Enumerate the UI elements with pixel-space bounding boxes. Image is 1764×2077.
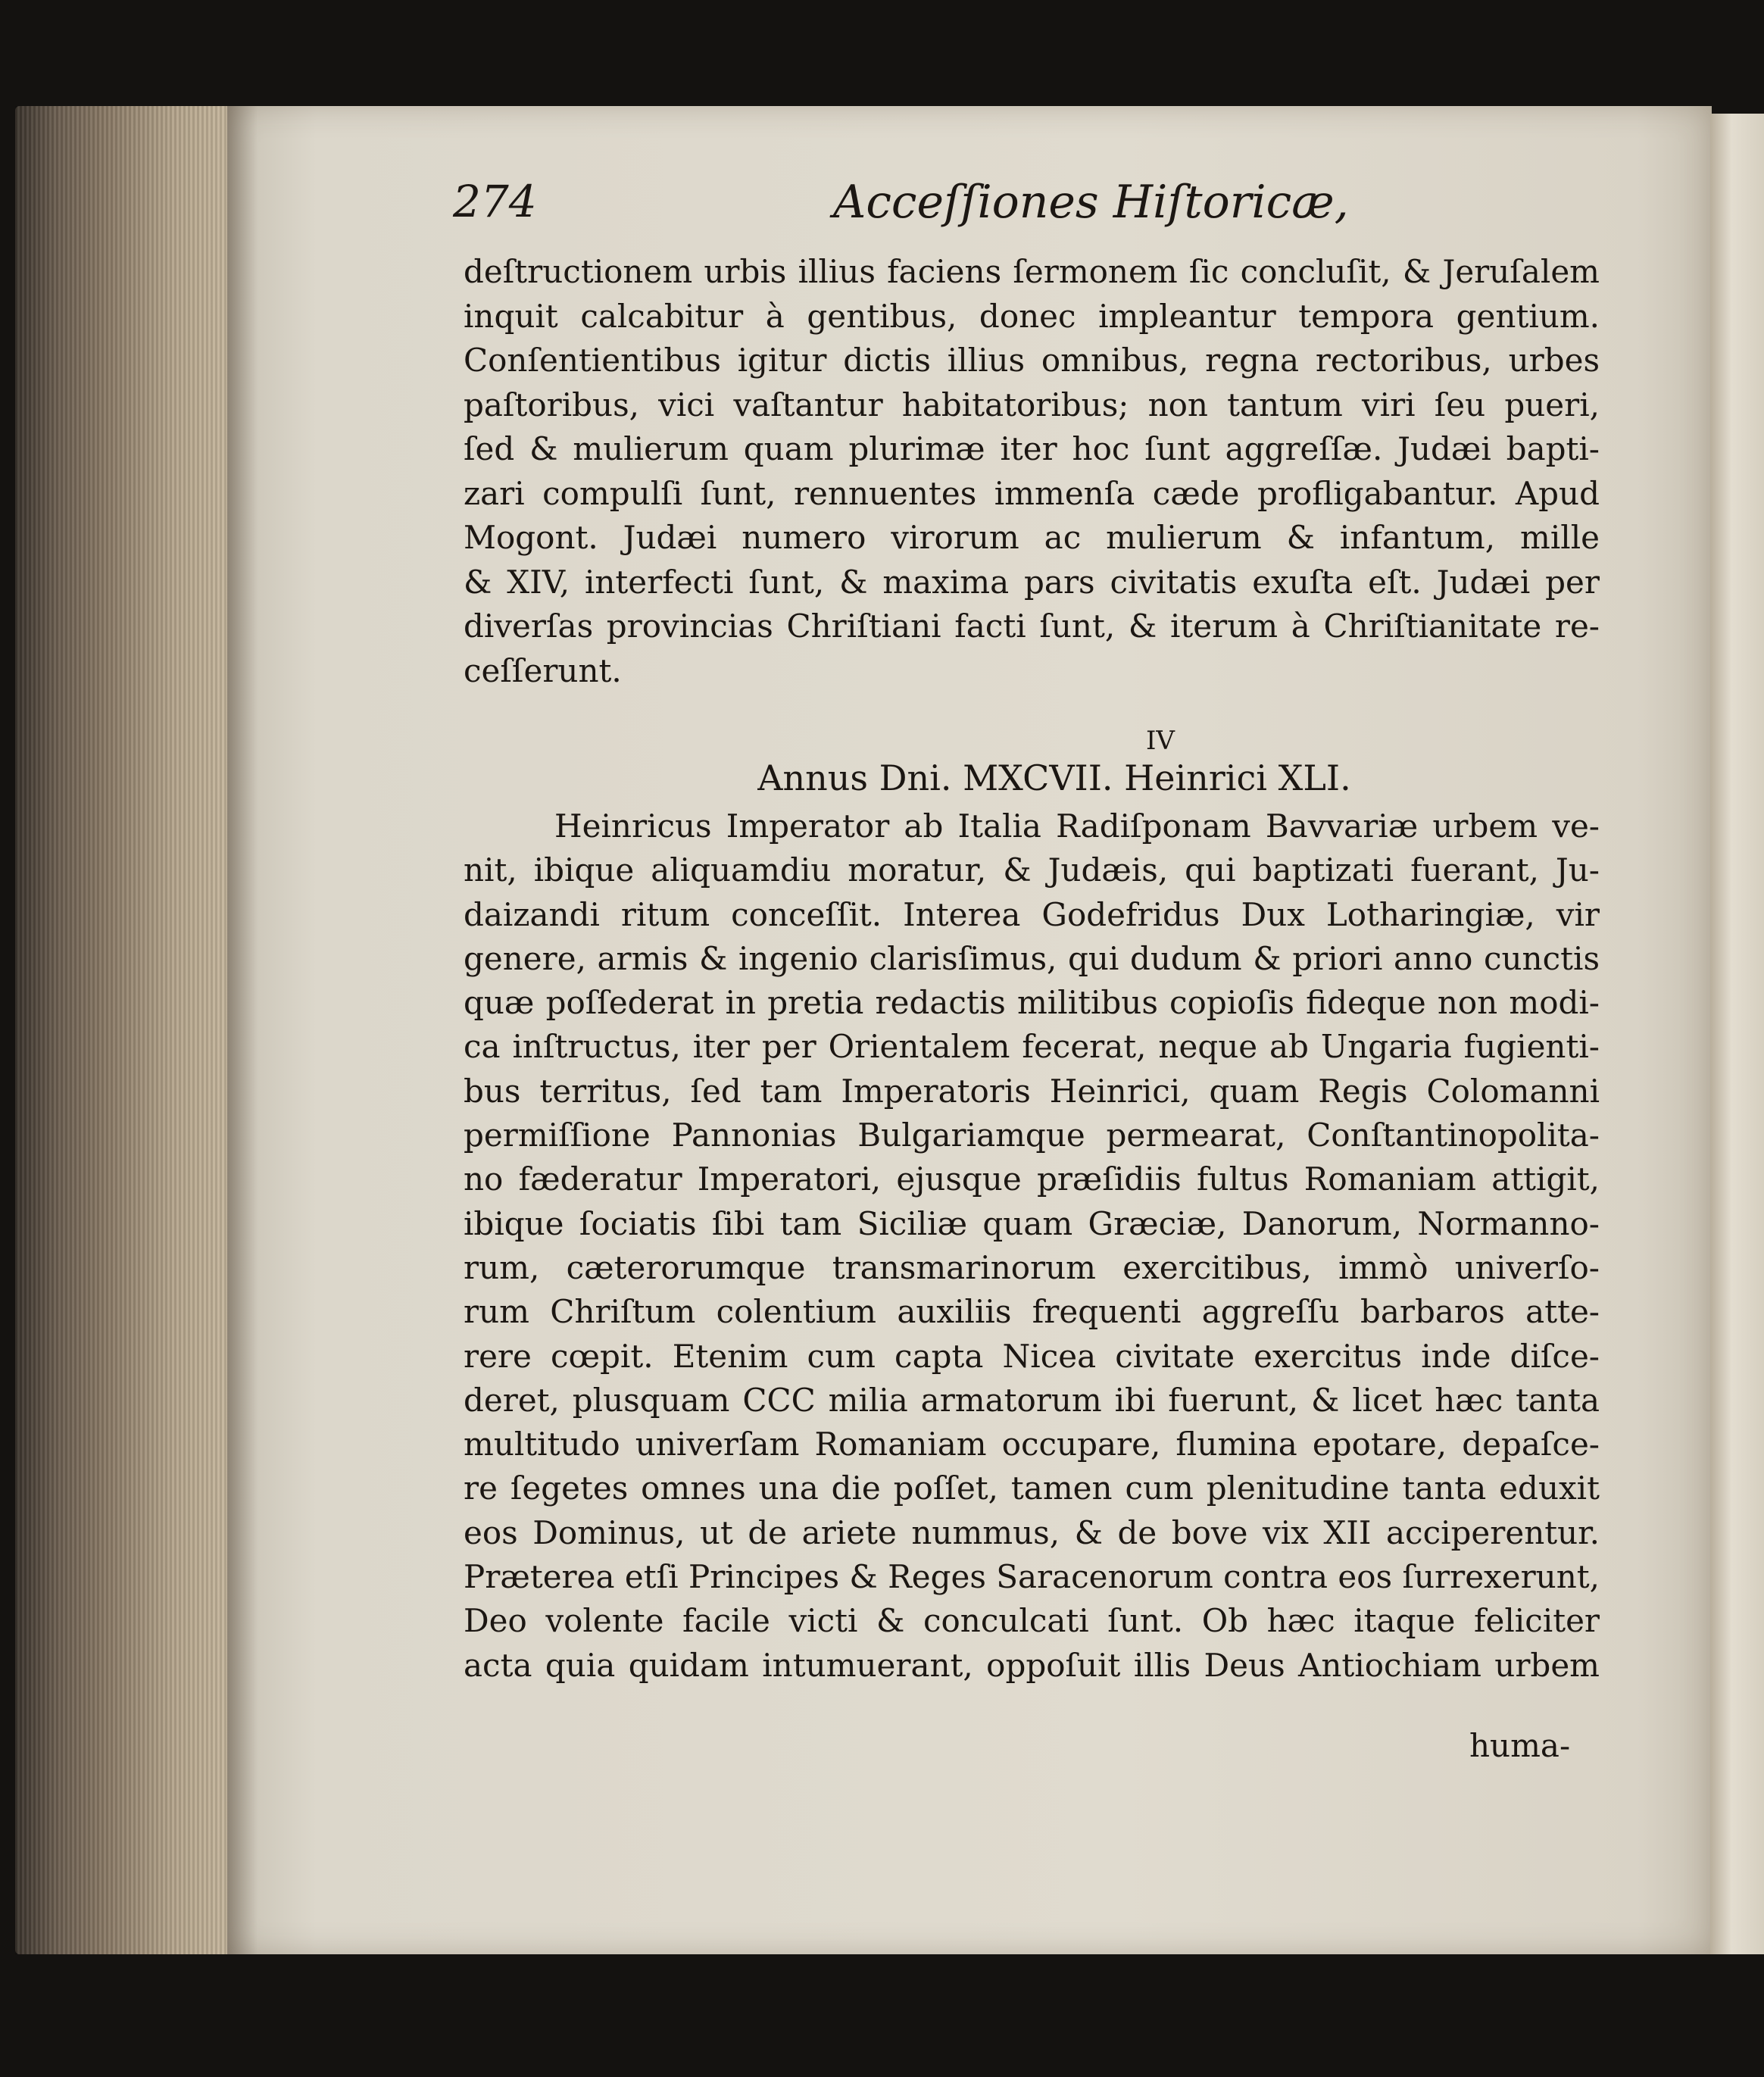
book-page-edges-left	[15, 106, 242, 1954]
text-line: nit, ibique aliquamdiu moratur, & Judæis, qui baptizati fuerant, Ju-	[464, 851, 1600, 889]
text-line: ca inſtructus, iter per Orientalem fecerat, neque ab Ungaria fugienti-	[464, 1028, 1600, 1066]
text-line: Mogont. Judæi numero virorum ac mulierum & infantum, mille	[464, 519, 1600, 556]
text-line: Conſentientibus igitur dictis illius omnibus, regna rectoribus, urbes	[464, 342, 1600, 379]
text-line: & XIV, interfecti ſunt, & maxima pars civitatis exuſta eſt. Judæi per	[464, 563, 1600, 601]
text-line: paſtoribus, vici vaſtantur habitatoribus; non tantum viri ſeu pueri,	[464, 386, 1600, 423]
paragraph-2	[464, 804, 1600, 1688]
text-line: inquit calcabitur à gentibus, donec impleantur tempora gentium.	[464, 297, 1600, 335]
book-page-edges-right	[1710, 114, 1764, 1954]
text-line: diverſas provincias Chriſtiani facti ſunt, & iterum à Chriſtianitate re-	[464, 607, 1600, 645]
paragraph-1	[464, 250, 1600, 693]
text-line: rum Chriſtum colentium auxiliis frequenti aggreſſu barbaros atte-	[464, 1293, 1600, 1331]
section-heading	[464, 726, 1600, 800]
text-line: Deo volente facile victi & conculcati ſunt. Ob hæc itaque feliciter	[464, 1602, 1600, 1640]
text-line: eos Dominus, ut de ariete nummus, & de bove vix XII acciperentur.	[464, 1513, 1600, 1551]
spine-shadow	[227, 106, 258, 1954]
page-number: 274	[453, 176, 537, 227]
text-line: genere, armis & ingenio clarisſimus, qui dudum & priori anno cunctis	[464, 939, 1600, 977]
text-line: ibique ſociatis ſibi tam Siciliæ quam Græciæ, Danorum, Normanno-	[464, 1204, 1600, 1242]
text-line: ceſſerunt.	[464, 651, 622, 689]
text-line: Præterea etſi Principes & Reges Saracenorum contra eos ſurrexerunt,	[464, 1558, 1600, 1596]
text-line: no fæderatur Imperatori, ejusque præſidiis fultus Romaniam attigit,	[464, 1160, 1600, 1198]
text-line: quæ poſſederat in pretia redactis militibus copioſis fideque non modi-	[464, 984, 1600, 1022]
page-header	[227, 176, 1712, 236]
text-line: ſed & mulierum quam plurimæ iter hoc ſunt aggreſſæ. Judæi bapti-	[464, 430, 1600, 467]
catchword: huma-	[1469, 1727, 1571, 1764]
text-line: permiſſione Pannonias Bulgariamque permearat, Conſtantinopolita-	[464, 1117, 1600, 1154]
text-line: acta quia quidam intumuerant, oppoſuit illis Deus Antiochiam urbem	[464, 1646, 1600, 1684]
text-line: deret, plusquam CCC milia armatorum ibi fuerunt, & licet hæc tanta	[464, 1381, 1600, 1419]
text-line: deſtructionem urbis illius faciens ſermonem ſic concluſit, & Jeruſalem	[464, 253, 1600, 290]
text-line: zari compulſi ſunt, rennuentes immenſa cæde profligabantur. Apud	[464, 474, 1600, 512]
section-title: Annus Dni. MXCVII. Heinrici XLI.	[757, 757, 1351, 798]
text-line: rere cœpit. Etenim cum capta Nicea civitate exercitus inde diſce-	[464, 1337, 1600, 1375]
text-line: re ſegetes omnes una die poſſet, tamen cum plenitudine tanta eduxit	[464, 1470, 1600, 1507]
running-head: Acceſſiones Hiſtoricæ,	[833, 176, 1349, 229]
section-number: IV	[1146, 726, 1175, 756]
text-line: Heinricus Imperator ab Italia Radiſponam Bavvariæ urbem ve-	[554, 807, 1600, 845]
text-line: daizandi ritum conceſſit. Interea Godefridus Dux Lotharingiæ, vir	[464, 895, 1600, 933]
text-line: bus territus, ſed tam Imperatoris Heinrici, quam Regis Colomanni	[464, 1072, 1600, 1110]
text-line: multitudo univerſam Romaniam occupare, flumina epotare, depaſce-	[464, 1426, 1600, 1463]
text-line: rum, cæterorumque transmarinorum exercitibus, immò univerſo-	[464, 1248, 1600, 1286]
